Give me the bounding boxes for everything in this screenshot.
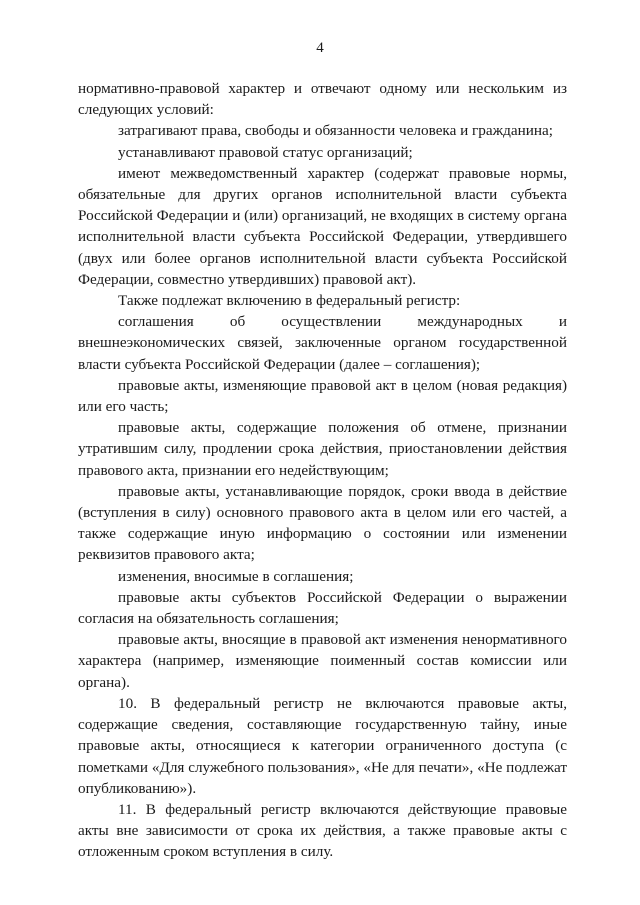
paragraph-clause-10: 10. В федеральный регистр не включаются правовые акты, содержащие сведения, составляющие государственную тайну, иные правовые акты, относящиеся к категории ограниченного доступа (с пометками «Для служебного пользования», «Не для печати», «Не подлежат опубликованию»). [78, 694, 567, 797]
paragraph-condition-rights: затрагивают права, свободы и обязанности человека и гражданина; [118, 122, 553, 140]
paragraph-also-included: Также подлежат включению в федеральный регистр: [118, 292, 461, 310]
paragraph-consent-acts: правовые акты субъектов Российской Федерации о выражении согласия на обязательность соглашения; [78, 588, 567, 628]
paragraph-agreements: соглашения об осуществлении международных и внешнеэкономических связей, заключенные органом государственной власти субъекта Российской Федерации (далее – соглашения); [78, 313, 567, 373]
paragraph-clause-11: 11. В федеральный регистр включаются действующие правовые акты вне зависимости от срока их действия, а также правовые акты с отложенным сроком вступления в силу. [78, 800, 567, 861]
paragraph-amending-acts: правовые акты, изменяющие правовой акт в целом (новая редакция) или его часть; [78, 376, 567, 416]
page-number: 4 [316, 40, 324, 56]
paragraph-repeal-acts: правовые акты, содержащие положения об отмене, признании утратившим силу, продлении срока действия, приостановлении действия правового акта, признании его недействующим; [78, 419, 567, 479]
paragraph-continuation: нормативно-правовой характер и отвечают одному или нескольким из следующих условий: [78, 80, 567, 119]
paragraph-condition-status: устанавливают правовой статус организаций; [118, 143, 413, 161]
document-body [78, 78, 567, 863]
paragraph-non-normative-changes: правовые акты, вносящие в правовой акт изменения ненормативного характера (например, изменяющие поименный состав комиссии или органа). [78, 631, 567, 691]
paragraph-procedure-acts: правовые акты, устанавливающие порядок, сроки ввода в действие (вступления в силу) основного правового акта в целом или его частей, а также содержащие иную информацию о состоянии или изменении реквизитов правового акта; [78, 482, 567, 564]
paragraph-agreement-changes: изменения, вносимые в соглашения; [118, 567, 354, 585]
paragraph-condition-interdepartmental: имеют межведомственный характер (содержат правовые нормы, обязательные для других органов исполнительной власти субъекта Российской Федерации и (или) организаций, не входящих в систему органа исполнительной власти субъекта Российской Федерации, утвердившего (двух или более органов исполнительной власти субъекта Российской Федерации, совместно утвердивших) правовой акт). [78, 164, 567, 288]
